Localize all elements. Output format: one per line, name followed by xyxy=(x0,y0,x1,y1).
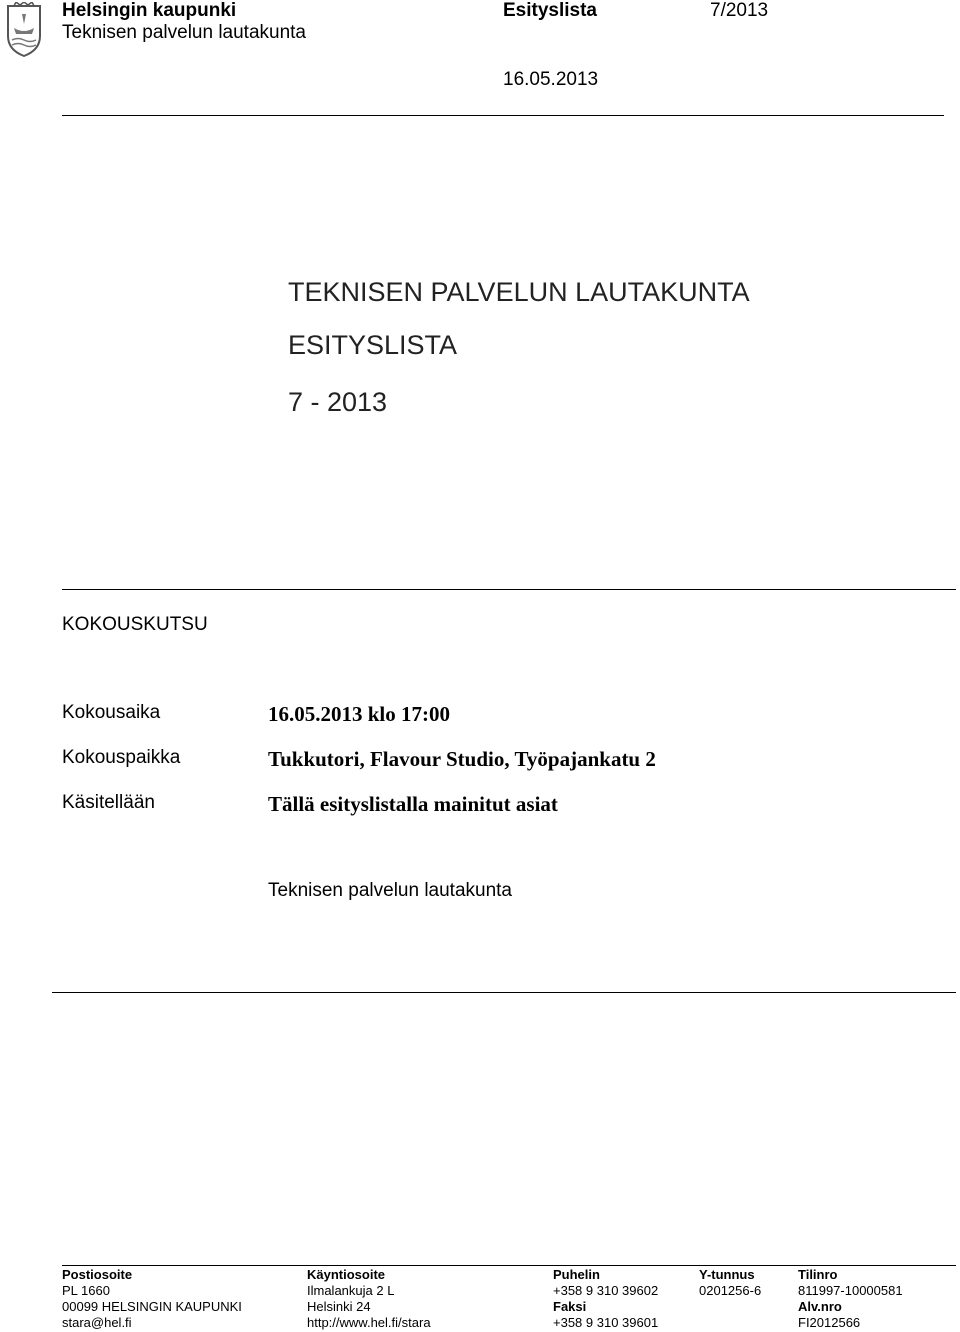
title-board: TEKNISEN PALVELUN LAUTAKUNTA xyxy=(288,277,750,307)
business-id-heading: Y-tunnus xyxy=(699,1267,755,1282)
visiting-address-line: Helsinki 24 xyxy=(307,1299,371,1314)
postal-address-line: 00099 HELSINGIN KAUPUNKI xyxy=(62,1299,242,1314)
invitation-heading: KOKOUSKUTSU xyxy=(62,614,208,635)
fax-heading: Faksi xyxy=(553,1299,587,1314)
document-type: Esityslista xyxy=(503,0,597,21)
footer-divider xyxy=(62,1265,956,1266)
postal-address-line: PL 1660 xyxy=(62,1283,110,1298)
title-agenda: ESITYSLISTA xyxy=(288,330,458,360)
website-link[interactable]: http://www.hel.fi/stara xyxy=(307,1315,431,1330)
signature-board: Teknisen palvelun lautakunta xyxy=(268,880,513,901)
city-name: Helsingin kaupunki xyxy=(62,0,237,21)
phone-heading: Puhelin xyxy=(553,1267,600,1282)
visiting-address-heading: Käyntiosoite xyxy=(307,1267,386,1282)
fax-number: +358 9 310 39601 xyxy=(553,1315,659,1330)
title-number: 7 - 2013 xyxy=(288,387,388,417)
helsinki-coat-of-arms-icon xyxy=(2,2,46,58)
meeting-place-label: Kokouspaikka xyxy=(62,747,181,768)
meeting-time-label: Kokousaika xyxy=(62,702,161,723)
document-date: 16.05.2013 xyxy=(503,69,599,90)
phone-number: +358 9 310 39602 xyxy=(553,1283,659,1298)
topics-label: Käsitellään xyxy=(62,792,155,813)
email-link[interactable]: stara@hel.fi xyxy=(62,1315,132,1330)
business-id: 0201256-6 xyxy=(699,1283,762,1298)
invitation-divider xyxy=(62,589,956,590)
topics-value: Tällä esityslistalla mainitut asiat xyxy=(268,792,558,816)
vat-number: FI2012566 xyxy=(798,1315,861,1330)
footer-top-divider xyxy=(52,992,956,993)
document-number: 7/2013 xyxy=(710,0,769,21)
header-divider xyxy=(62,115,944,116)
account-number: 811997-10000581 xyxy=(798,1283,903,1298)
meeting-time-value: 16.05.2013 klo 17:00 xyxy=(268,702,451,726)
board-name: Teknisen palvelun lautakunta xyxy=(62,22,307,43)
meeting-place-value: Tukkutori, Flavour Studio, Työpajankatu 2 xyxy=(268,747,656,771)
visiting-address-line: Ilmalankuja 2 L xyxy=(307,1283,395,1298)
postal-address-heading: Postiosoite xyxy=(62,1267,133,1282)
vat-heading: Alv.nro xyxy=(798,1299,842,1314)
account-heading: Tilinro xyxy=(798,1267,838,1282)
